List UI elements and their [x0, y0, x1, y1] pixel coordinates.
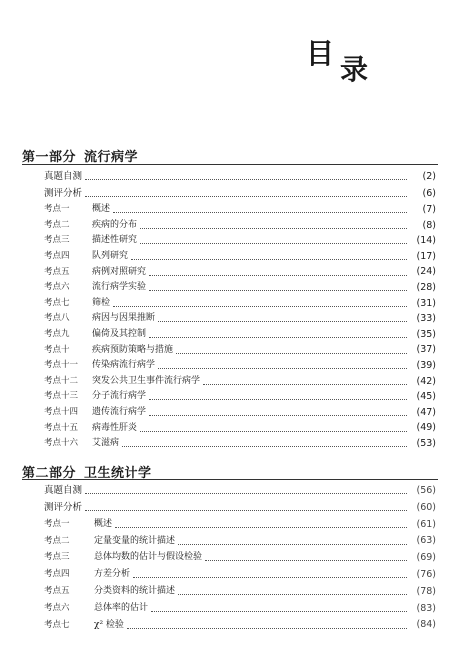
toc-item-row[interactable] [0, 264, 454, 280]
toc-item-title: 总体率的估计 [94, 602, 149, 613]
toc-item-number: 考点十六 [44, 438, 79, 449]
toc-item-label [44, 392, 146, 401]
toc-item-label [44, 330, 146, 339]
toc-page-number: (69) [416, 552, 436, 564]
toc-item-label [44, 283, 146, 292]
toc-item-row[interactable] [0, 296, 454, 312]
leader-dots [140, 431, 407, 432]
leader-dots [205, 560, 407, 561]
leader-dots [85, 196, 407, 197]
toc-page-number: (56) [416, 484, 436, 496]
toc-item-row[interactable] [0, 583, 454, 600]
leader-dots [176, 353, 407, 354]
toc-section-label: 测评分析 [44, 501, 83, 513]
toc-item-title: 疾病预防策略与措施 [92, 344, 174, 355]
toc-page-number: (53) [416, 437, 436, 449]
toc-item-row[interactable] [0, 233, 454, 249]
toc-page-number: (39) [416, 359, 436, 371]
leader-dots [127, 628, 407, 629]
part2-toc-list [0, 482, 454, 634]
toc-item-title: 队列研究 [92, 251, 129, 262]
part1-heading-number: 第一部分 [22, 150, 77, 165]
toc-page-number: (78) [416, 585, 436, 597]
toc-item-number: 考点三 [44, 235, 70, 246]
toc-item-label [44, 299, 110, 308]
toc-item-number: 考点一 [44, 204, 70, 215]
toc-item-number: 考点十五 [44, 422, 79, 433]
toc-item-row[interactable] [0, 533, 454, 550]
toc-item-title: 病例对照研究 [92, 266, 147, 277]
toc-item-number: 考点五 [44, 586, 70, 597]
part1-heading [22, 146, 146, 165]
toc-item-number: 考点三 [44, 552, 70, 563]
toc-section-row[interactable] [0, 168, 454, 185]
toc-page-number: (35) [416, 328, 436, 340]
toc-item-number: 考点二 [44, 219, 70, 230]
toc-section-row[interactable] [0, 482, 454, 499]
toc-title [306, 37, 386, 90]
toc-page-number: (31) [416, 297, 436, 309]
part2-heading-title: 卫生统计学 [84, 466, 152, 481]
toc-item-label [44, 314, 155, 323]
leader-dots [158, 321, 407, 322]
toc-item-number: 考点八 [44, 313, 70, 324]
toc-item-title: 病因与因果推断 [92, 313, 156, 324]
toc-item-label [44, 537, 175, 546]
toc-item-label [44, 221, 137, 230]
toc-item-label [44, 361, 155, 370]
leader-dots [151, 611, 407, 612]
toc-item-label [44, 587, 175, 596]
toc-item-row[interactable] [0, 311, 454, 327]
toc-item-row[interactable] [0, 389, 454, 405]
toc-item-row[interactable] [0, 436, 454, 452]
leader-dots [140, 243, 407, 244]
toc-page-number: (63) [416, 535, 436, 547]
toc-item-row[interactable] [0, 516, 454, 533]
toc-item-number: 考点二 [44, 535, 70, 546]
leader-dots [149, 337, 407, 338]
toc-page-number: (17) [416, 250, 436, 262]
toc-item-label [44, 439, 119, 448]
toc-item-row[interactable] [0, 280, 454, 296]
toc-page-number: (28) [416, 282, 436, 294]
toc-item-label [44, 553, 202, 562]
toc-page-number: (2) [422, 170, 436, 182]
leader-dots [133, 577, 407, 578]
toc-item-row[interactable] [0, 249, 454, 265]
toc-item-label [44, 604, 148, 613]
toc-item-title: 突发公共卫生事件流行病学 [92, 375, 201, 386]
toc-item-title: 定量变量的统计描述 [94, 535, 176, 546]
toc-item-row[interactable] [0, 218, 454, 234]
toc-item-row[interactable] [0, 374, 454, 390]
toc-page-number: (37) [416, 344, 436, 356]
toc-item-number: 考点十一 [44, 360, 79, 371]
toc-item-title: 偏倚及其控制 [92, 329, 147, 340]
toc-page-number: (33) [416, 313, 436, 325]
toc-item-title: 分子流行病学 [92, 391, 147, 402]
leader-dots [149, 275, 407, 276]
toc-item-row[interactable] [0, 600, 454, 617]
leader-dots [85, 179, 407, 180]
toc-item-row[interactable] [0, 617, 454, 634]
leader-dots [85, 493, 407, 494]
toc-item-number: 考点九 [44, 329, 70, 340]
leader-dots [178, 594, 407, 595]
toc-item-label [44, 268, 146, 277]
part2-divider [22, 479, 438, 480]
toc-item-title: 描述性研究 [92, 235, 138, 246]
toc-item-number: 考点四 [44, 569, 70, 580]
toc-item-title: 病毒性肝炎 [92, 422, 138, 433]
toc-section-row[interactable] [0, 499, 454, 516]
toc-item-label [44, 346, 173, 355]
leader-dots [149, 290, 407, 291]
title-char-mu: 目 [306, 37, 335, 70]
toc-item-row[interactable] [0, 358, 454, 374]
leader-dots [131, 259, 407, 260]
toc-item-number: 考点六 [44, 282, 70, 293]
toc-item-row[interactable] [0, 566, 454, 583]
toc-page-number: (6) [422, 187, 436, 199]
toc-page-number: (24) [416, 266, 436, 278]
part1-toc-list [0, 168, 454, 452]
leader-dots [149, 399, 407, 400]
toc-item-title: 总体均数的估计与假设检验 [94, 552, 203, 563]
leader-dots [113, 212, 407, 213]
part1-heading-title: 流行病学 [84, 150, 139, 165]
toc-page-number: (47) [416, 406, 436, 418]
toc-item-label [44, 377, 200, 386]
toc-item-row[interactable] [0, 327, 454, 343]
toc-page-number: (45) [416, 391, 436, 403]
leader-dots [149, 415, 407, 416]
toc-page-number: (60) [416, 501, 436, 513]
toc-section-label: 真题自测 [44, 170, 83, 182]
leader-dots [158, 368, 407, 369]
toc-item-title: 遗传流行病学 [92, 407, 147, 418]
toc-page-number: (42) [416, 375, 436, 387]
toc-item-title: 筛检 [92, 297, 111, 308]
toc-item-title: χ² 检验 [94, 619, 124, 630]
toc-item-row[interactable] [0, 420, 454, 436]
toc-section-row[interactable] [0, 185, 454, 202]
leader-dots [113, 306, 407, 307]
toc-item-number: 考点六 [44, 602, 70, 613]
toc-item-label [44, 408, 146, 417]
toc-page-number: (76) [416, 569, 436, 581]
toc-page-number: (83) [416, 602, 436, 614]
toc-item-title: 方差分析 [94, 569, 131, 580]
toc-page-number: (7) [422, 204, 436, 216]
leader-dots [203, 384, 407, 385]
toc-item-label [44, 621, 124, 630]
toc-item-label [44, 570, 130, 579]
leader-dots [85, 510, 407, 511]
toc-item-row[interactable] [0, 342, 454, 358]
leader-dots [122, 446, 407, 447]
toc-item-title: 疾病的分布 [92, 219, 138, 230]
toc-page-number: (14) [416, 235, 436, 247]
toc-page-number: (8) [422, 219, 436, 231]
toc-item-number: 考点十四 [44, 407, 79, 418]
toc-item-row[interactable] [0, 550, 454, 567]
toc-item-number: 考点五 [44, 266, 70, 277]
toc-item-row[interactable] [0, 202, 454, 218]
toc-item-number: 考点七 [44, 297, 70, 308]
leader-dots [178, 544, 407, 545]
toc-page-number: (84) [416, 619, 436, 631]
leader-dots [115, 527, 407, 528]
toc-item-number: 考点四 [44, 251, 70, 262]
toc-item-title: 流行病学实验 [92, 282, 147, 293]
toc-item-title: 分类资料的统计描述 [94, 586, 176, 597]
toc-item-label [44, 236, 137, 245]
toc-item-number: 考点十 [44, 344, 70, 355]
toc-item-number: 考点七 [44, 619, 70, 630]
toc-item-number: 考点一 [44, 518, 70, 529]
toc-item-label [44, 205, 110, 214]
part2-heading-number: 第二部分 [22, 466, 77, 481]
toc-item-label [44, 424, 137, 433]
toc-item-title: 概述 [92, 204, 111, 215]
toc-item-number: 考点十二 [44, 375, 79, 386]
toc-section-label: 测评分析 [44, 187, 83, 199]
toc-item-label [44, 520, 112, 529]
toc-page-number: (61) [416, 518, 436, 530]
toc-item-title: 概述 [94, 518, 113, 529]
toc-item-title: 艾滋病 [92, 438, 120, 449]
toc-item-label [44, 252, 128, 261]
title-char-lu: 录 [340, 53, 369, 86]
toc-section-label: 真题自测 [44, 484, 83, 496]
toc-item-title: 传染病流行病学 [92, 360, 156, 371]
leader-dots [140, 228, 407, 229]
toc-page-number: (49) [416, 422, 436, 434]
part1-divider [22, 164, 438, 165]
toc-item-number: 考点十三 [44, 391, 79, 402]
toc-item-row[interactable] [0, 405, 454, 421]
